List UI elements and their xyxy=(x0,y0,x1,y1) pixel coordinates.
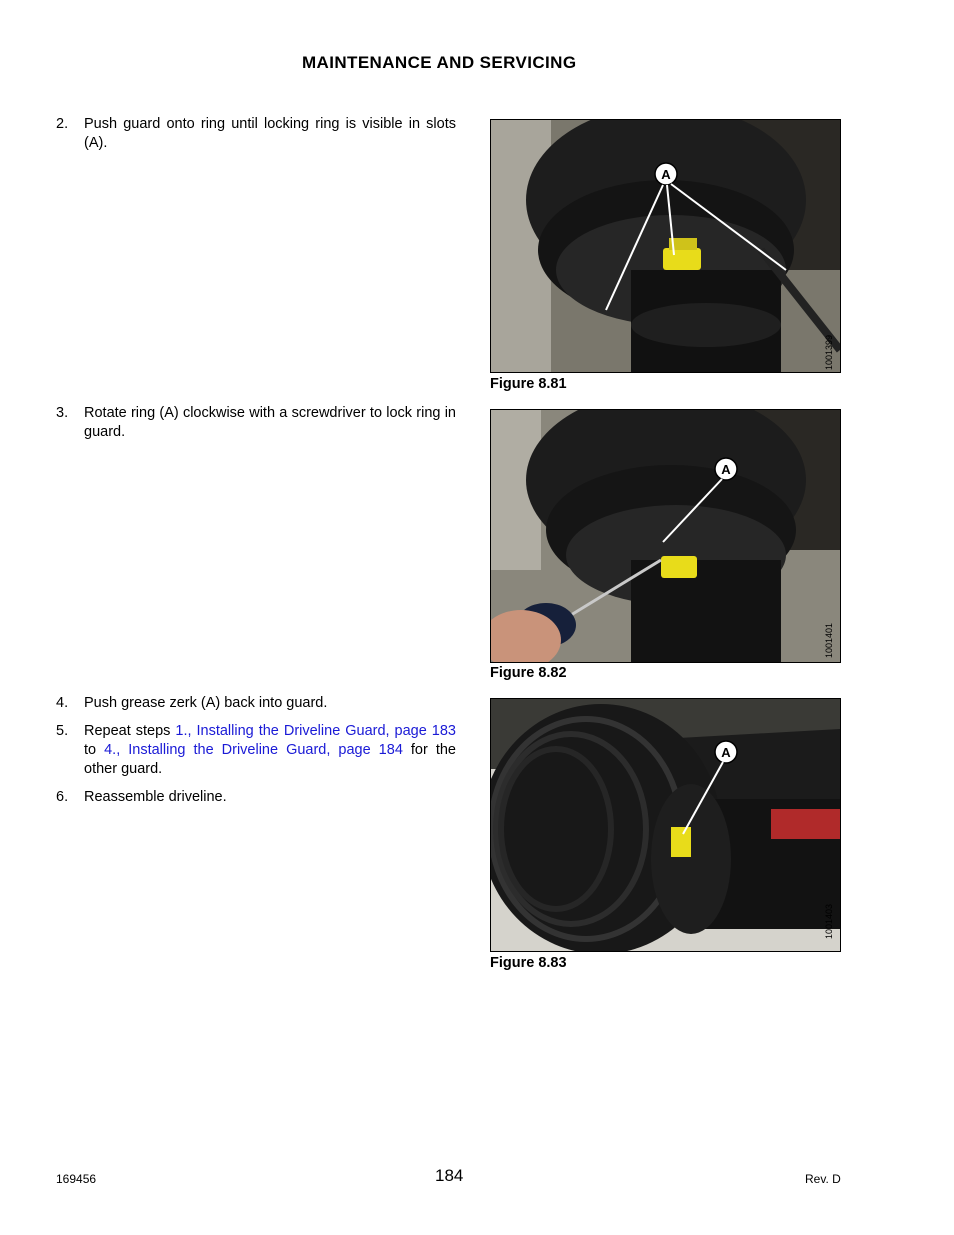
step-text-middle: to xyxy=(84,742,105,758)
step-number: 5. xyxy=(56,723,69,739)
step-4-link[interactable]: 4., Installing the Driveline Guard, page 184 xyxy=(104,742,403,758)
step-4 xyxy=(56,694,456,713)
step-text: Reassemble driveline. xyxy=(84,789,227,805)
figure-8-83-photo xyxy=(490,698,841,952)
step-5 xyxy=(56,722,456,779)
figure-8-81-photo xyxy=(490,119,841,373)
callout-a-label: A xyxy=(661,167,671,182)
step-number: 6. xyxy=(56,789,69,805)
figure-caption: Figure 8.82 xyxy=(490,665,567,681)
step-text xyxy=(84,722,456,779)
step-2 xyxy=(56,115,456,153)
revision-label: Rev. D xyxy=(805,1172,841,1186)
step-number: 4. xyxy=(56,695,69,711)
section-header: MAINTENANCE AND SERVICING xyxy=(302,53,577,72)
step-text-after: for the other guard. xyxy=(84,742,456,777)
figure-image-id: 1001403 xyxy=(824,903,834,939)
step-1-link[interactable]: 1., Installing the Driveline Guard, page 183 xyxy=(175,723,456,739)
step-number: 3. xyxy=(56,405,69,421)
step-text: Rotate ring (A) clockwise with a screwdriver to lock ring in guard. xyxy=(84,405,456,440)
step-3 xyxy=(56,404,456,442)
step-6 xyxy=(56,788,456,807)
callout-a-label: A xyxy=(721,462,731,477)
page-number: 184 xyxy=(435,1166,464,1185)
callout-a-label: A xyxy=(721,745,731,760)
step-text: Push guard onto ring until locking ring is visible in slots (A). xyxy=(84,116,456,151)
step-text: Push grease zerk (A) back into guard. xyxy=(84,695,328,711)
figure-caption: Figure 8.83 xyxy=(490,955,567,971)
figure-caption: Figure 8.81 xyxy=(490,376,567,392)
figure-8-82-photo xyxy=(490,409,841,663)
figure-image-id: 1001401 xyxy=(824,622,834,658)
document-number: 169456 xyxy=(56,1172,97,1186)
step-text-before: Repeat steps xyxy=(84,723,176,739)
step-number: 2. xyxy=(56,116,69,132)
figure-image-id: 1001399 xyxy=(824,334,834,370)
